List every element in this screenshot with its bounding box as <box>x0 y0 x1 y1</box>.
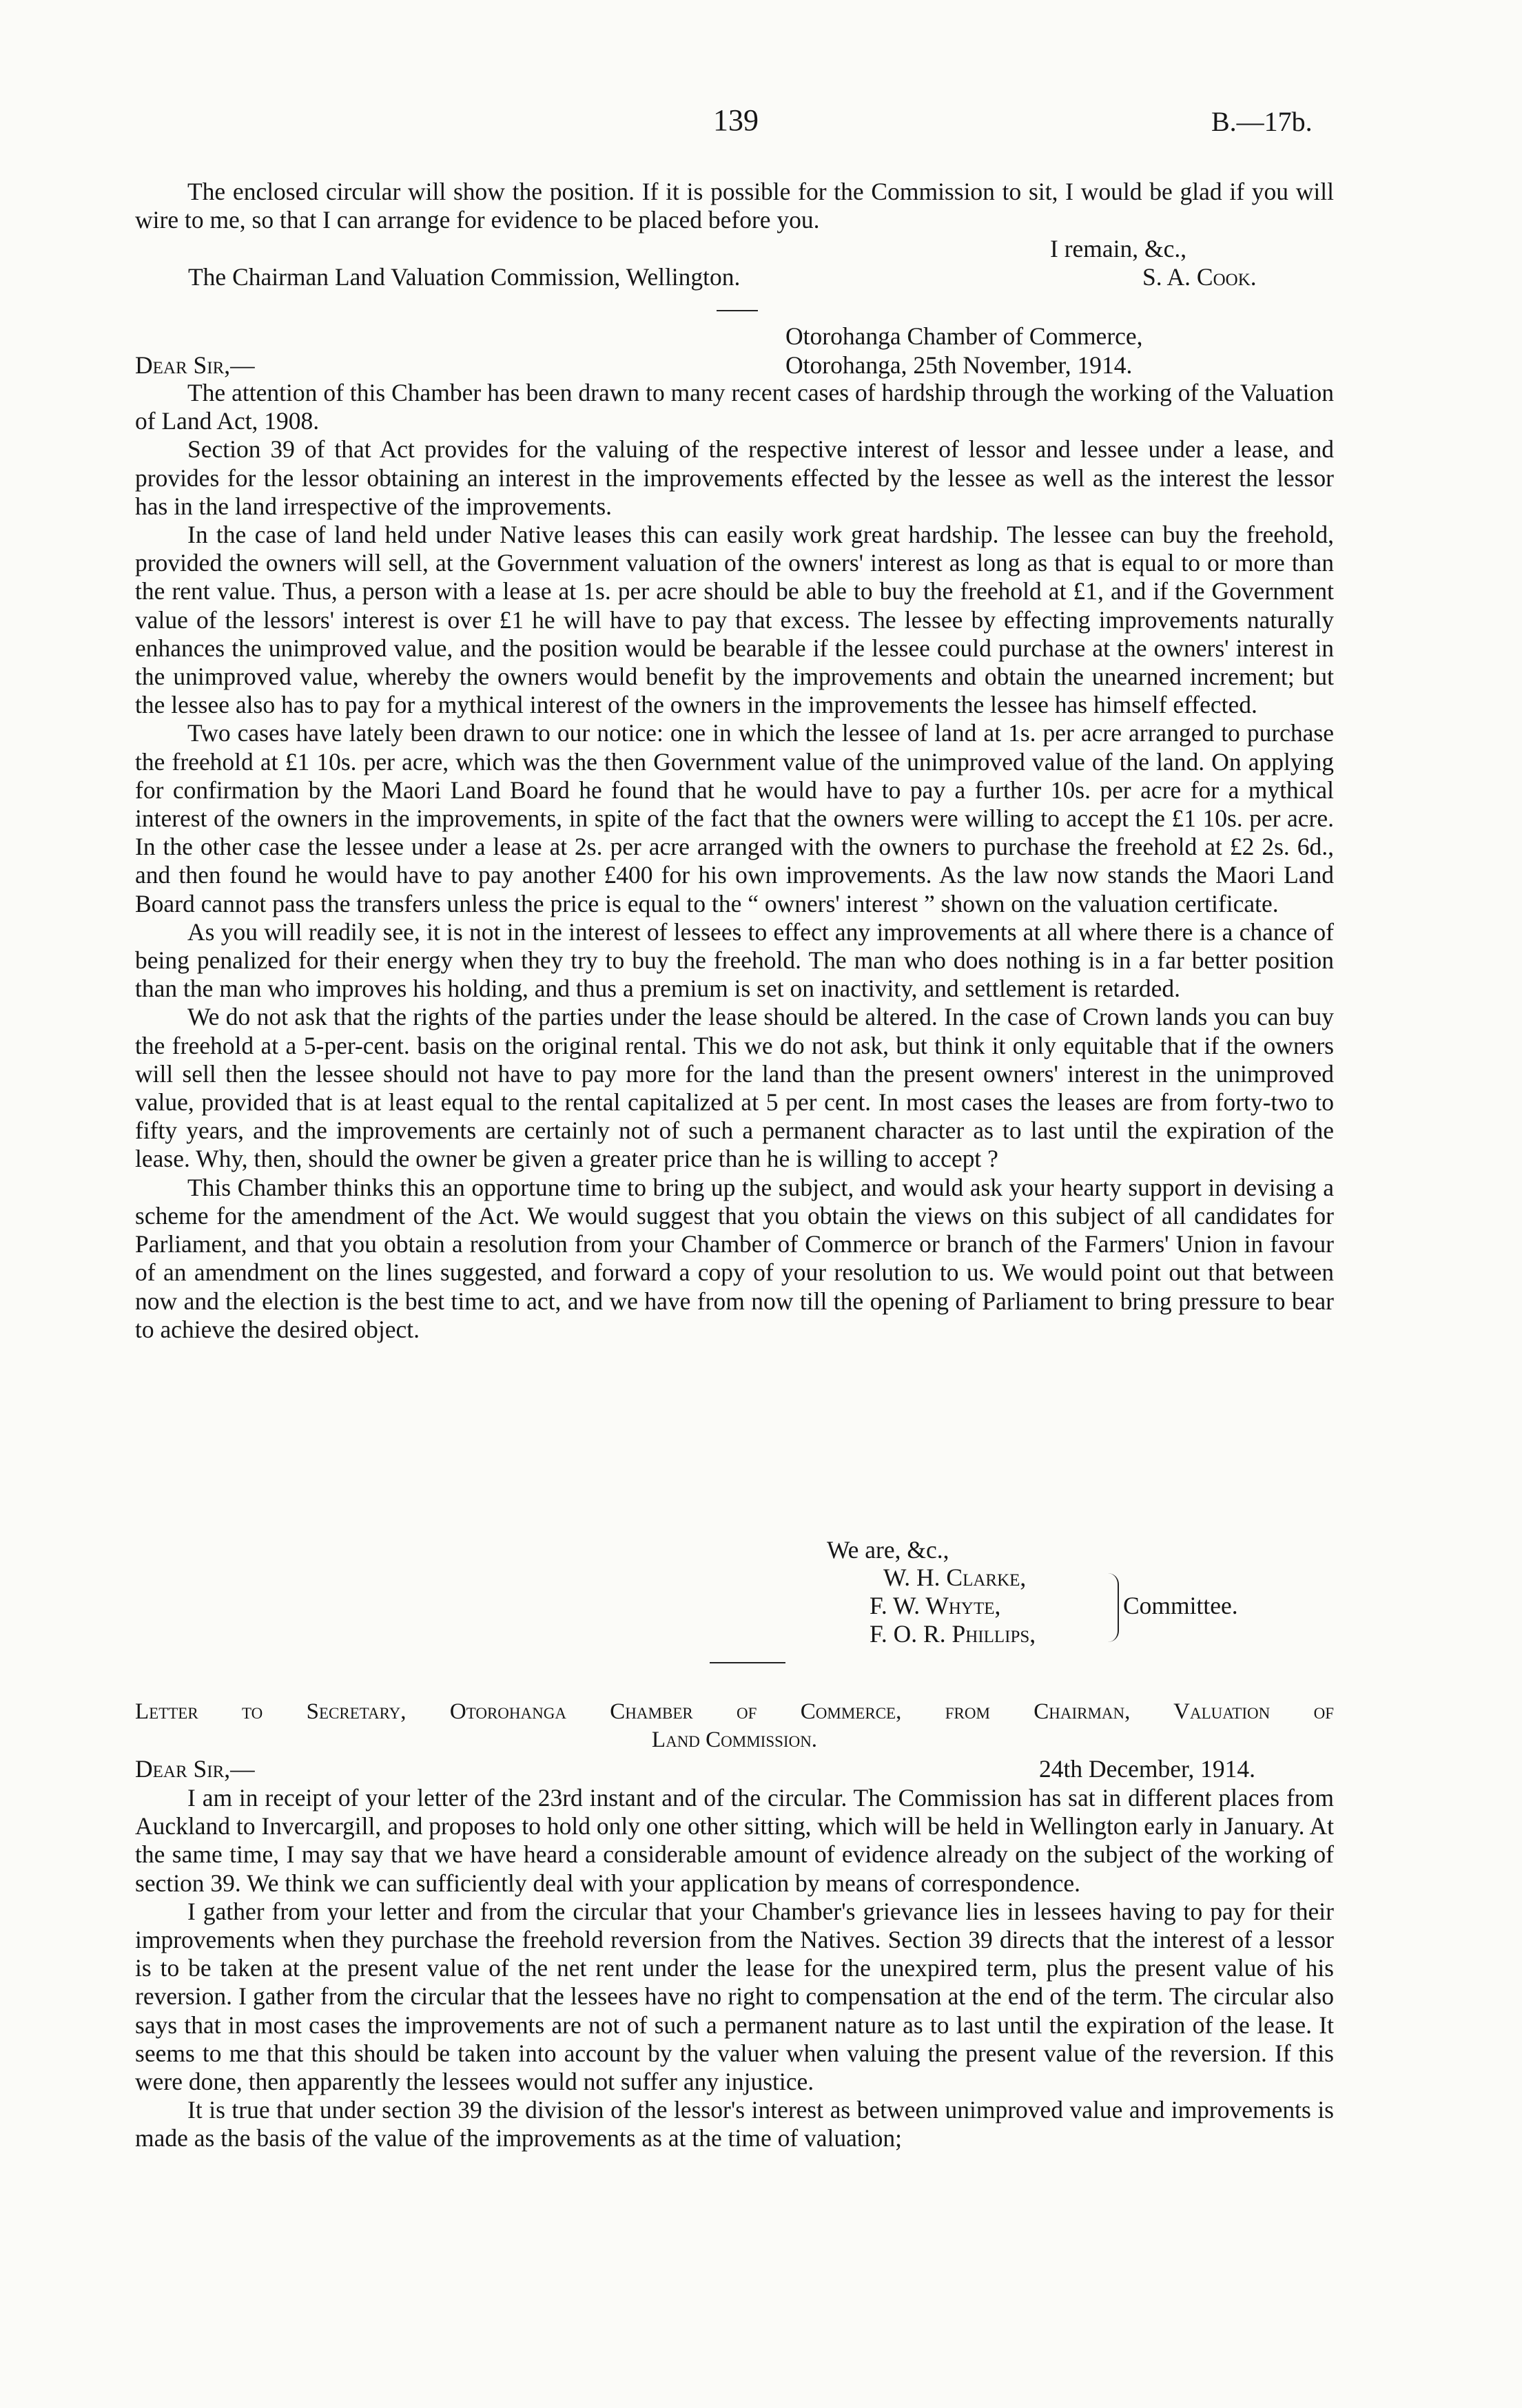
cook-valediction: I remain, &c., <box>1050 235 1187 262</box>
paragraph: I gather from your letter and from the circular that your Chamber's grievance lies in lessees having to pay for their improvements when they purchase the freehold reversion from the Natives. Section 39 directs that the interest of a lessor is to be taken at the present value of the net rent under the lease for the unexpired term, plus the present value of his reversion. I gather from the circular that the lessees have no right to compensation at the end of the term. The circular also says that in most cases the improvements are not of such a permanent nature as to last until the expiration of the lease. It seems to me that this should be taken into account by the valuer when valuing the present value of the reversion. If this were done, then apparently the lessees would not suffer any injustice. <box>135 1897 1334 2096</box>
document-reference: B.—17b. <box>1211 106 1313 137</box>
signatory-brace <box>1108 1573 1119 1642</box>
chamber-valediction: We are, &c., <box>827 1536 949 1564</box>
reply-letter-body <box>135 1784 1334 2153</box>
reply-heading-line2: Land Commission. <box>651 1727 818 1752</box>
paragraph: In the case of land held under Native leases this can easily work great hardship. The lessee can buy the freehold, provided the owners will sell, at the Government valuation of the owners' interest as long as that is equal to or more than the rent value. Thus, a person with a lease at 1s. per acre should be able to buy the freehold at £1, and if the Government value of the lessors' interest is over £1 he will have to pay that excess. The lessee by effecting improvements naturally enhances the unimproved value, and the position would be bearable if the lessee could purchase at the owners' interest in the unimproved value, whereby the owners would benefit by the improvements and obtain the unearned increment; but the lessee also has to pay for a mythical interest of the owners in the improvements the lessee has himself effected. <box>135 521 1334 719</box>
section-divider <box>710 1662 785 1663</box>
signatory-phillips: F. O. R. Phillips, <box>870 1620 1036 1648</box>
reply-salutation: Dear Sir,— <box>135 1755 255 1783</box>
paragraph: It is true that under section 39 the division of the lessor's interest as between unimproved value and improvements is made as the basis of the value of the improvements as at the time of valuation; <box>135 2096 1334 2152</box>
chamber-sender-line1: Otorohanga Chamber of Commerce, <box>785 322 1143 350</box>
cook-letter-closing <box>135 178 1334 234</box>
paragraph: The attention of this Chamber has been drawn to many recent cases of hardship through the working of the Valuation of Land Act, 1908. <box>135 379 1334 435</box>
paragraph: We do not ask that the rights of the parties under the lease should be altered. In the case of Crown lands you can buy the freehold at a 5-per-cent. basis on the original rental. This we do not ask, but think it only equitable that if the owners will sell then the lessee should not have to pay more for the land than the present owners' interest in the unimproved value, provided that is at least equal to the rental capitalized at 5 per cent. In most cases the leases are from forty-two to fifty years, and the improvements are certainly not of such a permanent character as to last until the expiration of the lease. Why, then, should the owner be given a greater price than he is willing to accept ? <box>135 1003 1334 1173</box>
signatory-whyte: F. W. Whyte, <box>870 1592 1001 1619</box>
chamber-letter-body <box>135 379 1334 1344</box>
committee-label: Committee. <box>1123 1592 1238 1619</box>
paragraph: Two cases have lately been drawn to our notice: one in which the lessee of land at 1s. per acre arranged to purchase the freehold at £1 10s. per acre, which was the then Government value of the unimproved value of the land. On applying for confirmation by the Maori Land Board he found that he would have to pay a further 10s. per acre for a mythical interest of the owners in the improvements, in spite of the fact that the owners were willing to accept the £1 10s. per acre. In the other case the lessee under a lease at 2s. per acre arranged with the owners to purchase the freehold at £2 2s. 6d., and then found he would have to pay another £400 for his own improvements. As the law now stands the Maori Land Board cannot pass the transfers unless the price is equal to the “ owners' interest ” shown on the valuation certificate. <box>135 719 1334 917</box>
paragraph: This Chamber thinks this an opportune time to bring up the subject, and would ask your hearty support in devising a scheme for the amendment of the Act. We would suggest that you obtain the views on this subject of all candidates for Parliament, and that you obtain a resolution from your Chamber of Commerce or branch of the Farmers' Union in favour of an amendment on the lines suggested, and forward a copy of your resolution to us. We would point out that between now and the election is the best time to act, and we have from now till the opening of Parliament to bring pressure to bear to achieve the desired object. <box>135 1173 1334 1343</box>
reply-heading-line1: Letter to Secretary, Otorohanga Chamber of Commerce, from Chairman, Valuation of <box>135 1699 1334 1724</box>
cook-addressee: The Chairman Land Valuation Commission, Wellington. <box>188 263 741 291</box>
paragraph: Section 39 of that Act provides for the valuing of the respective interest of lessor and lessee under a lease, and provides for the lessor obtaining an interest in the improvements effected by the lessee as well as the interest the lessor has in the land irrespective of the improvements. <box>135 435 1334 520</box>
signatory-clarke: W. H. Clarke, <box>883 1564 1027 1591</box>
chamber-sender-line2: Otorohanga, 25th November, 1914. <box>785 351 1133 379</box>
chamber-salutation: Dear Sir,— <box>135 351 255 379</box>
paragraph: I am in receipt of your letter of the 23rd instant and of the circular. The Commission has sat in different places from Auckland to Invercargill, and proposes to hold only one other sitting, which will be held in Wellington early in January. At the same time, I may say that we have heard a considerable amount of evidence already on the subject of the working of section 39. We think we can sufficiently deal with your application by means of correspondence. <box>135 1784 1334 1897</box>
paragraph: The enclosed circular will show the position. If it is possible for the Commission to sit, I would be glad if you will wire to me, so that I can arrange for evidence to be placed before you. <box>135 178 1334 234</box>
paragraph: As you will readily see, it is not in the interest of lessees to effect any improvements at all where there is a chance of being penalized for their energy when they try to buy the freehold. The man who does nothing is in a far better position than the man who improves his holding, and thus a premium is set on inactivity, and settlement is retarded. <box>135 917 1334 1003</box>
cook-signatory: S. A. Cook. <box>1142 263 1257 291</box>
page-number: 139 <box>713 103 759 137</box>
section-divider <box>717 310 758 311</box>
reply-date: 24th December, 1914. <box>1039 1755 1256 1783</box>
